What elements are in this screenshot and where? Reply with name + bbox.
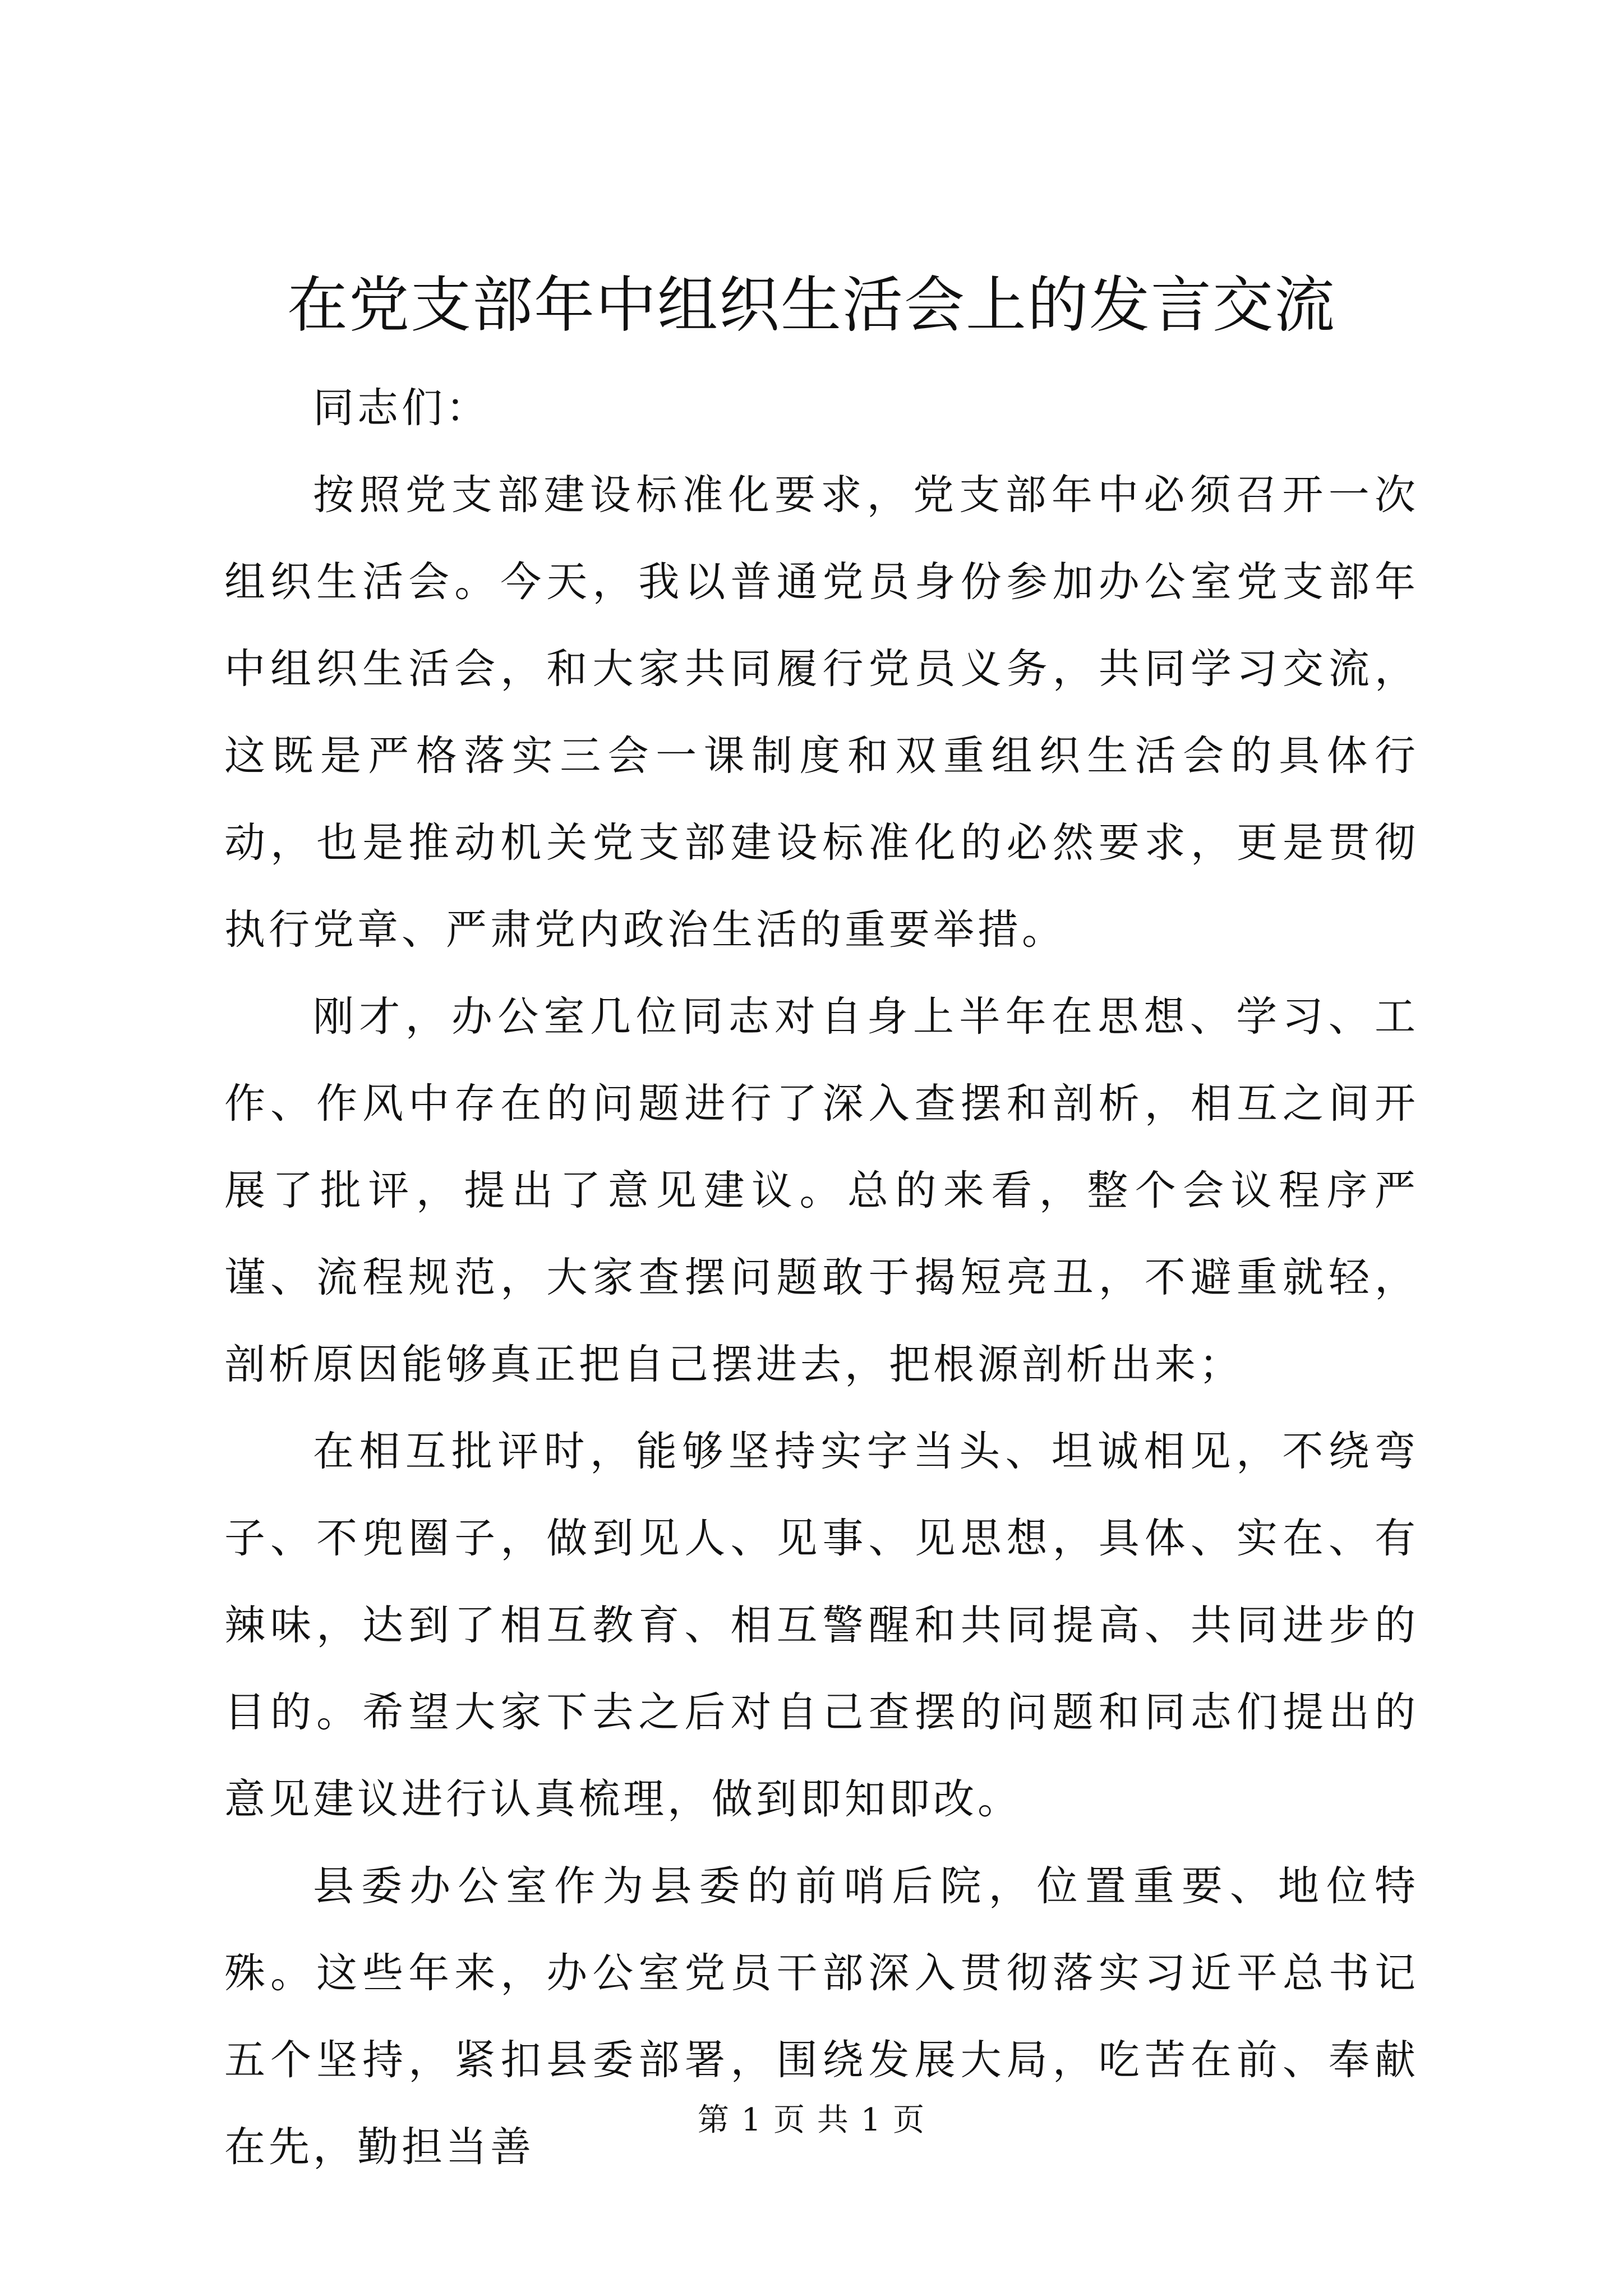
page-footer: 第 1 页 共 1 页 bbox=[697, 2102, 926, 2138]
paragraph-1: 按照党支部建设标准化要求，党支部年中必须召开一次组织生活会。今天，我以普通党员身份参加办公室党支部年中组织生活会，和大家共同履行党员义务，共同学习交流，这既是严格落实三会一课制度和双重组织生活会的具体行动，也是推动机关党支部建设标准化的必然要求，更是贯彻执行党章、严肃党内政治生活的重要举措。 bbox=[224, 471, 1419, 954]
paragraph-2: 刚才，办公室几位同志对自身上半年在思想、学习、工作、作风中存在的问题进行了深入查摆和剖析，相互之间开展了批评，提出了意见建议。总的来看，整个会议程序严谨、流程规范，大家查摆问题敢于揭短亮丑，不避重就轻，剖析原因能够真正把自己摆进去，把根源剖析出来； bbox=[224, 993, 1419, 1388]
document-body bbox=[224, 365, 1419, 2191]
paragraph-4: 县委办公室作为县委的前哨后院，位置重要、地位特殊。这些年来，办公室党员干部深入贯彻落实习近平总书记五个坚持，紧扣县委部署，围绕发展大局，吃苦在前、奉献在先，勤担当善 bbox=[224, 1862, 1419, 2171]
salutation: 同志们： bbox=[313, 384, 490, 432]
paragraph-3: 在相互批评时，能够坚持实字当头、坦诚相见，不绕弯子、不兜圈子，做到见人、见事、见思想，具体、实在、有辣味，达到了相互教育、相互警醒和共同提高、共同进步的目的。希望大家下去之后对自己查摆的问题和同志们提出的意见建议进行认真梳理，做到即知即改。 bbox=[224, 1428, 1419, 1823]
document-title: 在党支部年中组织生活会上的发言交流 bbox=[287, 270, 1336, 341]
